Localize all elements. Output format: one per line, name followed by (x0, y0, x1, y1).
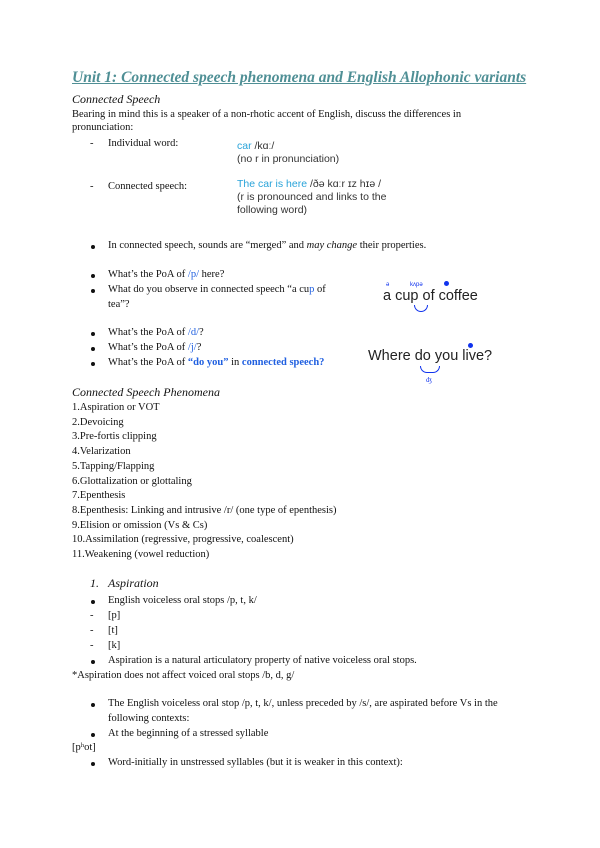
phenomena-item: 7.Epenthesis (72, 490, 126, 502)
item-label: Individual word: (108, 138, 179, 149)
ipa: /kɑː/ (251, 140, 275, 152)
text: of (314, 284, 326, 295)
phenomena-item: 9.Elision or omission (Vs & Cs) (72, 519, 208, 531)
highlight: “do you” (187, 357, 229, 368)
figure-where-do-you-live: Where do you live? (368, 348, 493, 364)
bullet (91, 733, 95, 737)
text: in (228, 357, 242, 368)
text: What’s the PoA of (108, 342, 188, 353)
bullet (91, 703, 95, 707)
question-poa-j (108, 341, 201, 354)
ipa: /ðə kɑːr ɪz hɪə / (307, 178, 382, 190)
section-heading-connected-speech: Connected Speech (72, 92, 161, 106)
text: ? (196, 342, 202, 353)
item-label: Connected speech: (108, 181, 188, 192)
example-phrase: The car is here (237, 178, 308, 190)
highlight: /p/ (187, 269, 200, 280)
question-poa-p (108, 268, 224, 281)
highlight: /d/ (187, 327, 200, 338)
intro-text-cont: pronunciation: (72, 122, 134, 133)
bullet-text-cont: following contexts: (108, 713, 190, 724)
bullet (91, 245, 95, 249)
phenomena-item: 3.Pre-fortis clipping (72, 431, 157, 443)
intro-text: Bearing in mind this is a speaker of a non-rhotic accent of English, discuss the differences in (72, 109, 462, 120)
dash-marker: - (90, 625, 94, 636)
question-observe-cont: tea”? (108, 299, 130, 310)
example-note-cont: following word) (237, 204, 308, 216)
phenomena-item: 10.Assimilation (regressive, progressive, coalescent) (72, 534, 294, 546)
bullet (91, 347, 95, 351)
page-title: Unit 1: Connected speech phenomena and English Allophonic variants (72, 69, 527, 86)
linking-arc (414, 305, 428, 312)
figure-annotation: ə (386, 282, 390, 288)
text: What’s the PoA of (108, 357, 188, 368)
emphasis: may change (306, 240, 358, 251)
phone-p: [p] (108, 610, 121, 621)
phenomena-item: 11.Weakening (vowel reduction) (72, 549, 210, 560)
example-car (237, 140, 274, 153)
linking-arc (420, 366, 440, 373)
section-heading-phenomena: Connected Speech Phenomena (72, 385, 220, 399)
bullet (91, 600, 95, 604)
highlight: /j/ (187, 342, 197, 353)
dash-marker: - (90, 640, 94, 651)
text: In connected speech, sounds are “merged” and (108, 240, 307, 251)
bullet-text: Aspiration is a natural articulatory property of native voiceless oral stops. (108, 655, 417, 666)
text: here? (199, 269, 225, 280)
phone-t: [t] (108, 625, 118, 636)
question-poa-d (108, 326, 204, 339)
example-the-car-is-here (237, 178, 381, 191)
bullet-merged (108, 239, 426, 252)
dot-marker (444, 281, 449, 286)
highlight: connected speech? (241, 357, 325, 368)
note-text: *Aspiration does not affect voiced oral stops /b, d, g/ (72, 670, 295, 681)
phenomena-item: 8.Epenthesis: Linking and intrusive /r/ (one type of epenthesis) (72, 504, 337, 516)
text: What’s the PoA of (108, 327, 188, 338)
text: their properties. (357, 240, 427, 251)
bullet (91, 274, 95, 278)
bullet (91, 332, 95, 336)
bullet (91, 660, 95, 664)
dash-marker: - (90, 181, 94, 192)
text: What’s the PoA of (108, 269, 188, 280)
text: ? (199, 327, 204, 338)
figure-a-cup-of-coffee: a cup of coffee (383, 288, 478, 304)
bullet (91, 289, 95, 293)
phenomena-item: 5.Tapping/Flapping (72, 460, 155, 472)
phenomena-item: 1.Aspiration or VOT (72, 402, 160, 413)
aspiration-number: 1. (90, 576, 99, 590)
text: What do you observe in connected speech “a cu (108, 284, 310, 295)
figure-annotation: ʤ (426, 376, 432, 384)
phone-k: [k] (108, 640, 121, 651)
bullet (91, 762, 95, 766)
question-poa-do-you (108, 356, 324, 369)
phenomena-item: 2.Devoicing (72, 416, 124, 428)
bullet-text: English voiceless oral stops /p, t, k/ (108, 595, 257, 606)
highlight: p (309, 284, 315, 295)
phenomena-item: 6.Glottalization or glottaling (72, 475, 192, 487)
figure-annotation: kʌpə (410, 282, 423, 288)
example-note: (r is pronounced and links to the (237, 191, 387, 203)
dash-marker: - (90, 138, 94, 149)
example-phot: [pʰot] (72, 742, 96, 753)
bullet-text: Word-initially in unstressed syllables (but it is weaker in this context): (108, 757, 403, 768)
phenomena-item: 4.Velarization (72, 446, 131, 458)
example-word: car (237, 140, 252, 152)
section-heading-aspiration: Aspiration (108, 576, 159, 590)
dash-marker: - (90, 610, 94, 621)
bullet-text: The English voiceless oral stop /p, t, k/, unless preceded by /s/, are aspirated before Vs in the (108, 698, 498, 709)
question-observe (108, 283, 326, 296)
example-note: (no r in pronunciation) (237, 153, 340, 165)
bullet-text: At the beginning of a stressed syllable (108, 728, 269, 739)
bullet (91, 362, 95, 366)
